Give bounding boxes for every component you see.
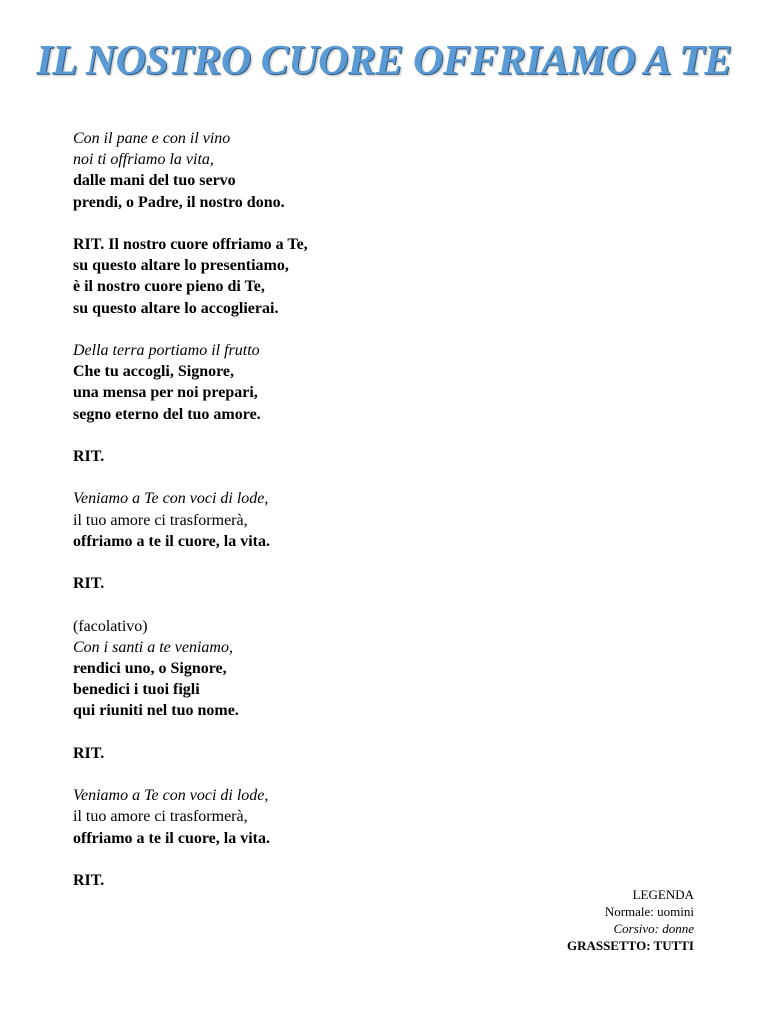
lyric-line: è il nostro cuore pieno di Te, [73, 278, 265, 296]
legend-bold: GRASSETTO: TUTTI [566, 938, 694, 953]
stanza [73, 340, 673, 425]
stanza [73, 128, 673, 213]
lyric-line: RIT. [73, 448, 105, 465]
stanza [73, 446, 673, 467]
lyric-line: il tuo amore ci trasformerà, [73, 511, 248, 529]
lyric-line: (facolativo) [73, 617, 148, 635]
lyric-line: RIT. Il nostro cuore offriamo a Te, [73, 236, 308, 253]
lyric-line: RIT. [73, 575, 105, 593]
lyric-line: offriamo a te il cuore, la vita. [73, 532, 270, 550]
stanza [73, 785, 673, 849]
lyric-line: qui riuniti nel tuo nome. [73, 702, 239, 720]
lyric-line: segno eterno del tuo amore. [73, 405, 261, 423]
lyric-line: dalle mani del tuo servo [73, 172, 236, 190]
legend-normal: Normale: uomini [604, 904, 694, 919]
legend-italic: Corsivo: donne [613, 921, 694, 936]
stanza [73, 616, 673, 722]
lyric-line: Veniamo a Te con voci di lode, [73, 787, 269, 805]
song-lyrics [73, 128, 673, 912]
page-title: IL NOSTRO CUORE OFFRIAMO A TE [36, 38, 732, 84]
lyric-line: il tuo amore ci trasformerà, [73, 808, 248, 826]
lyric-line: Della terra portiamo il frutto [73, 342, 260, 359]
lyric-line: prendi, o Padre, il nostro dono. [73, 193, 285, 211]
lyric-line: noi ti offriamo la vita, [73, 151, 214, 169]
stanza [73, 573, 673, 594]
lyric-line: Che tu accogli, Signore, [73, 363, 235, 381]
lyric-line: RIT. [73, 871, 105, 889]
legend [567, 886, 694, 954]
lyric-line: rendici uno, o Signore, [73, 659, 227, 677]
lyric-line: Con i santi a te veniamo, [73, 638, 233, 656]
lyric-line: benedici i tuoi figli [73, 681, 200, 699]
legend-heading: LEGENDA [632, 887, 694, 902]
stanza [73, 488, 673, 552]
lyric-line: Con il pane e con il vino [73, 130, 231, 147]
lyric-line: su questo altare lo accoglierai. [73, 299, 279, 317]
stanza [73, 743, 673, 764]
lyric-line: offriamo a te il cuore, la vita. [73, 829, 270, 847]
lyric-line: RIT. [73, 744, 105, 762]
stanza [73, 234, 673, 319]
lyric-line: Veniamo a Te con voci di lode, [73, 490, 269, 508]
lyric-line: una mensa per noi prepari, [73, 384, 258, 402]
lyric-line: su questo altare lo presentiamo, [73, 257, 289, 275]
